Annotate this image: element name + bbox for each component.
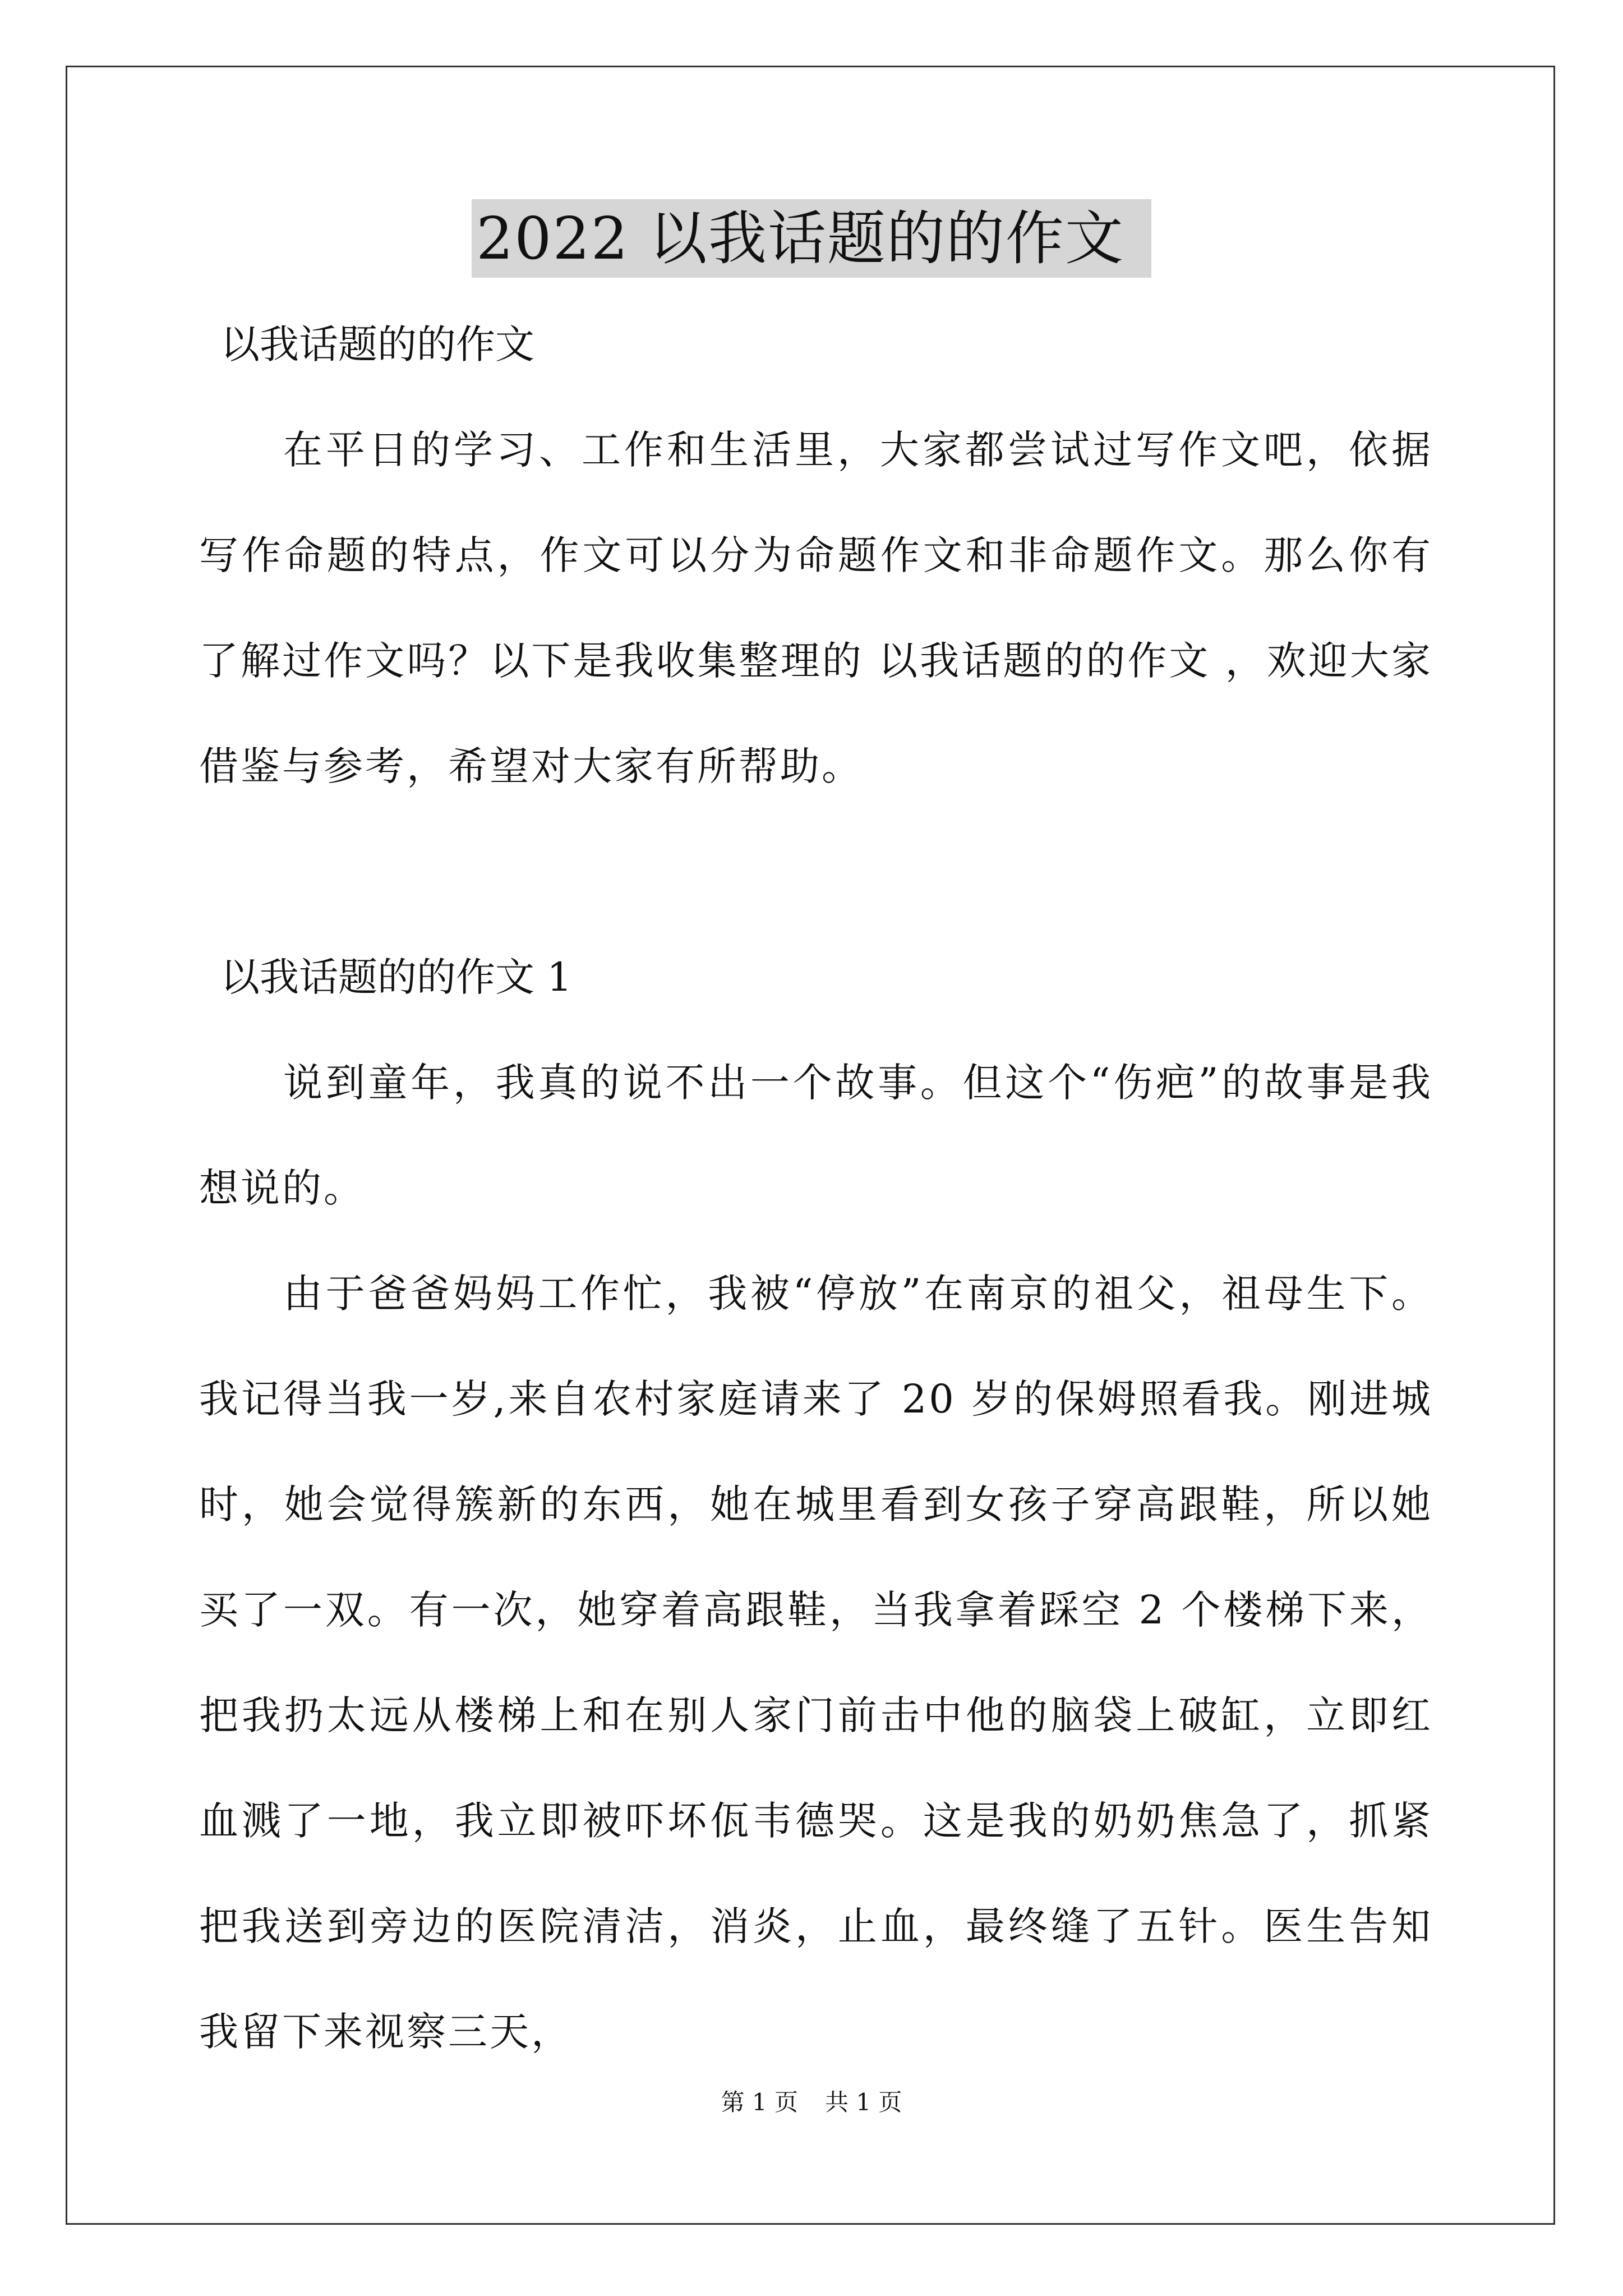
title-container	[0, 199, 1623, 278]
body-paragraph: 说到童年，我真的说不出一个故事。但这个“伤疤”的故事是我想说的。	[199, 1060, 1433, 1211]
intro-heading: 以我话题的的作文	[220, 321, 534, 367]
page-footer	[0, 2086, 1623, 2119]
page-number-total: 共 1 页	[825, 2088, 902, 2116]
section-spacer	[199, 819, 1433, 924]
document-body	[199, 292, 1433, 2085]
body-paragraph: 由于爸爸妈妈工作忙，我被“停放”在南京的祖父，祖母生下。我记得当我一岁,来自农村家庭请来了 20 岁的保姆照看我。刚进城时，她会觉得簇新的东西，她在城里看到女孩子穿高跟鞋，所以她买了一双。有一次，她穿着高跟鞋，当我拿着踩空 2 个楼梯下来，把我扔太远从楼梯上和在别人家门前击中他的脑袋上破缸，立即红血溅了一地，我立即被吓坏佤韦德哭。这是我的奶奶焦急了，抓紧把我送到旁边的医院清洁，消炎，止血，最终缝了五针。医生告知我留下来视察三天，	[199, 1271, 1433, 2055]
section-heading: 以我话题的的作文 1	[220, 954, 572, 1000]
intro-paragraph: 在平日的学习、工作和生活里，大家都尝试过写作文吧，依据写作命题的特点，作文可以分为命题作文和非命题作文。那么你有了解过作文吗？以下是我收集整理的 以我话题的的作文 ，欢迎大家借鉴与参考，希望对大家有所帮助。	[199, 427, 1433, 789]
document-title: 2022 以我话题的的作文	[472, 199, 1151, 278]
page-number-current: 第 1 页	[721, 2088, 798, 2116]
